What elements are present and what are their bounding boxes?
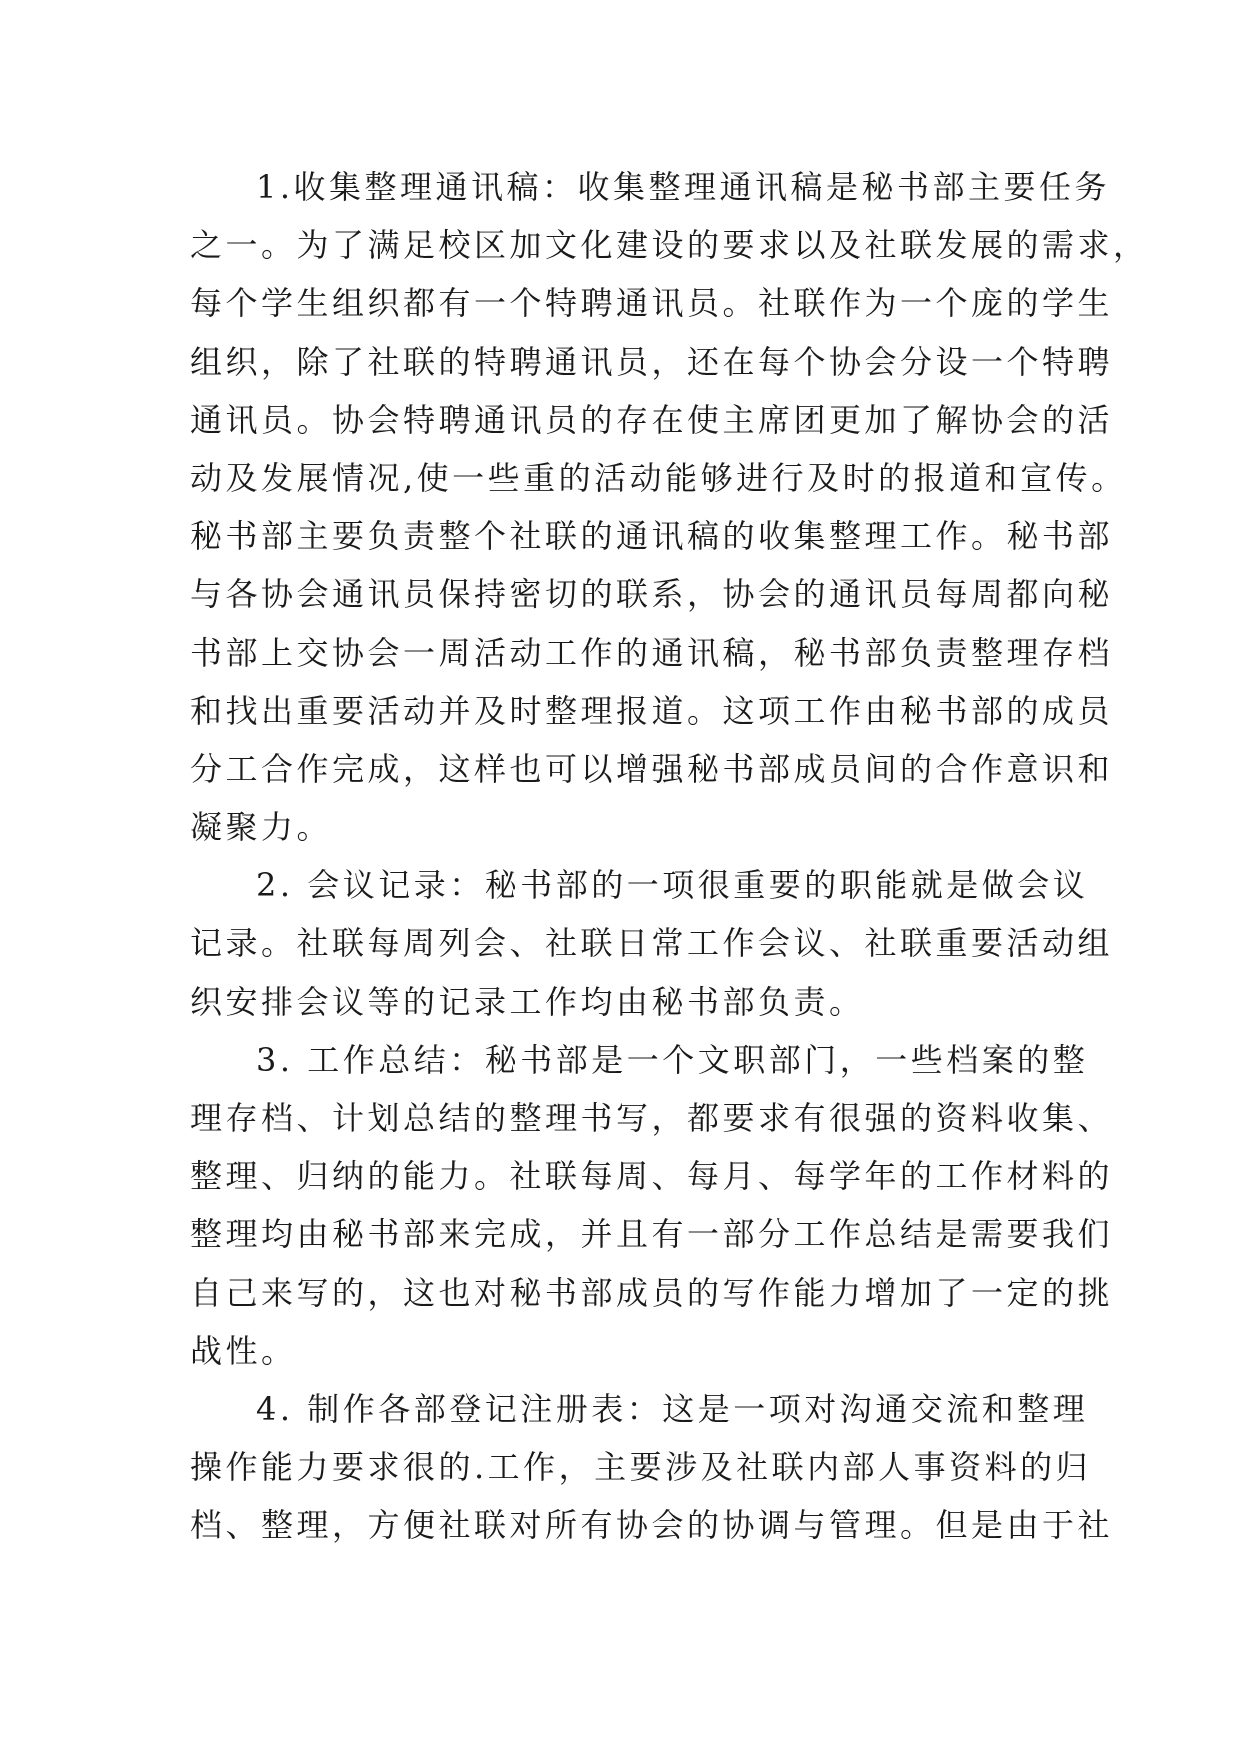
- document-body: [190, 158, 1149, 1555]
- paragraph-1-line: 书部上交协会一周活动工作的通讯稿，秘书部负责整理存档: [190, 633, 1114, 672]
- paragraph-2-line: 记录。社联每周列会、社联日常工作会议、社联重要活动组: [190, 924, 1114, 963]
- paragraph-1-line: 动及发展情况,使一些重的活动能够进行及时的报道和宣传。: [190, 458, 1127, 497]
- paragraph-4-line: 档、整理，方便社联对所有协会的协调与管理。但是由于社: [190, 1506, 1114, 1545]
- paragraph-1-line: 通讯员。协会特聘通讯员的存在使主席团更加了解协会的活: [190, 400, 1114, 439]
- paragraph-2-line: 织安排会议等的记录工作均由秘书部负责。: [190, 982, 865, 1021]
- paragraph-1-line: 1.收集整理通讯稿：收集整理通讯稿是秘书部主要任务: [256, 168, 1111, 206]
- paragraph-1-line: 凝聚力。: [190, 808, 333, 847]
- paragraph-4-line: 操作能力要求很的.工作，主要涉及社联内部人事资料的归: [190, 1448, 1092, 1487]
- paragraph-1-line: 分工合作完成，这样也可以增强秘书部成员间的合作意识和: [190, 749, 1114, 788]
- paragraph-2-line: 2. 会议记录：秘书部的一项很重要的职能就是做会议: [256, 866, 1089, 905]
- paragraph-1-line: 与各协会通讯员保持密切的联系，协会的通讯员每周都向秘: [190, 575, 1114, 614]
- paragraph-3-line: 战性。: [190, 1331, 297, 1370]
- paragraph-3-line: 自己来写的，这也对秘书部成员的写作能力增加了一定的挑: [190, 1273, 1114, 1312]
- paragraph-1-line: 组织，除了社联的特聘通讯员，还在每个协会分设一个特聘: [190, 342, 1114, 381]
- paragraph-1-line: 之一。为了满足校区加文化建设的要求以及社联发展的需求，: [190, 226, 1149, 265]
- paragraph-1-line: 秘书部主要负责整个社联的通讯稿的收集整理工作。秘书部: [190, 517, 1114, 556]
- paragraph-3-line: 整理均由秘书部来完成，并且有一部分工作总结是需要我们: [190, 1215, 1114, 1254]
- paragraph-1-line: 每个学生组织都有一个特聘通讯员。社联作为一个庞的学生: [190, 284, 1114, 323]
- paragraph-3-line: 理存档、计划总结的整理书写，都要求有很强的资料收集、: [190, 1099, 1114, 1137]
- paragraph-4-line: 4. 制作各部登记注册表：这是一项对沟通交流和整理: [256, 1389, 1089, 1428]
- paragraph-3-line: 3. 工作总结：秘书部是一个文职部门，一些档案的整: [256, 1040, 1089, 1079]
- paragraph-1-line: 和找出重要活动并及时整理报道。这项工作由秘书部的成员: [190, 691, 1114, 730]
- paragraph-3-line: 整理、归纳的能力。社联每周、每月、每学年的工作材料的: [190, 1157, 1114, 1196]
